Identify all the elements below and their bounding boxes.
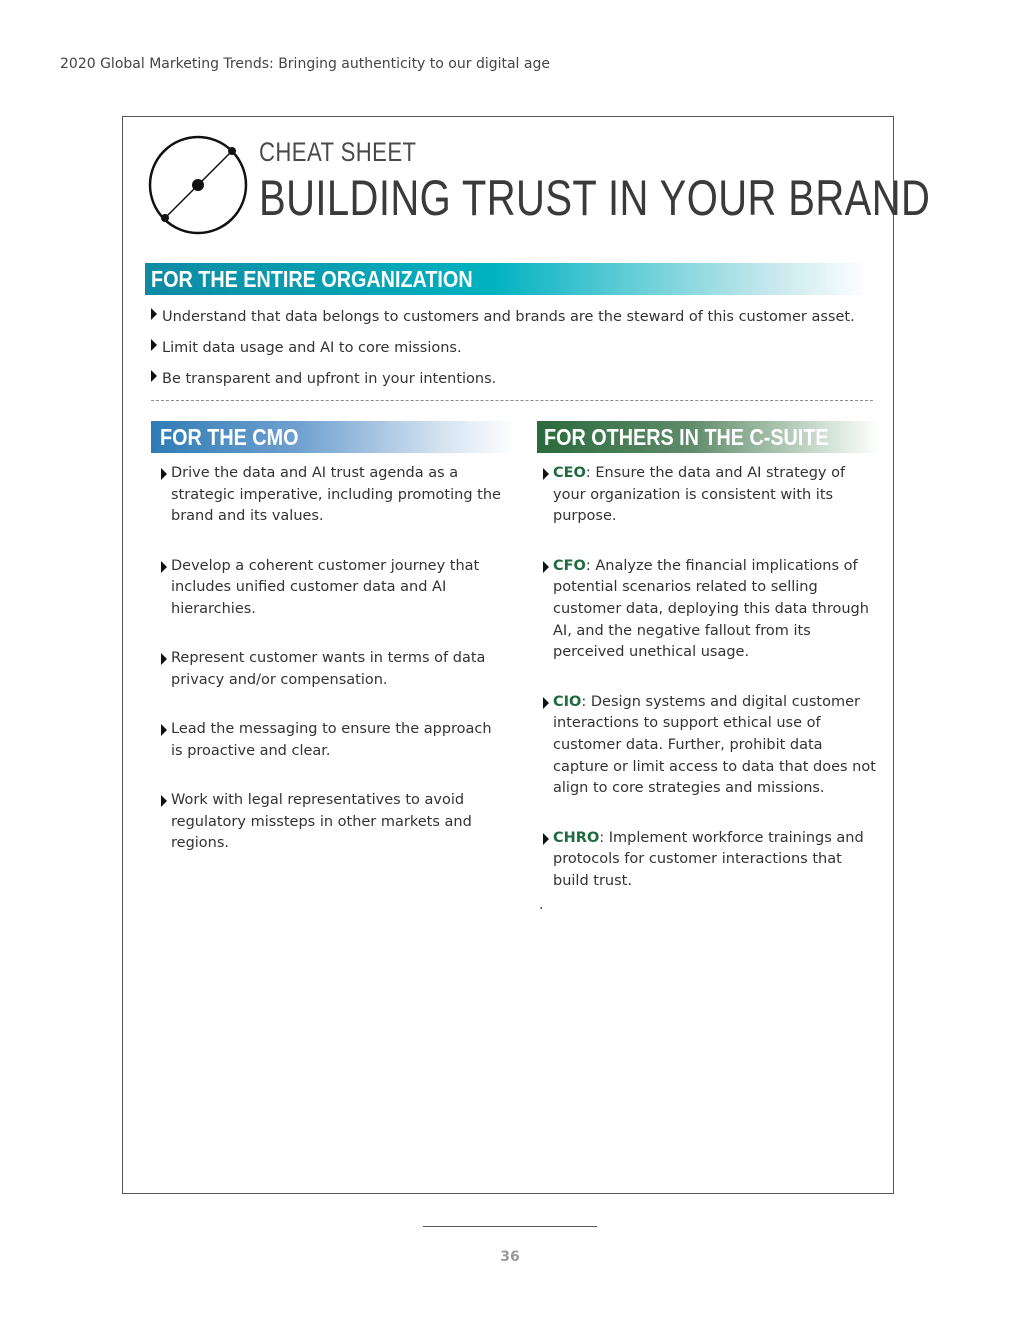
circle-diameter-icon (147, 135, 251, 239)
list-item: CHRO: Implement workforce trainings and protocols for customer interactions that build trust. (543, 828, 879, 893)
bullet-triangle-icon (151, 339, 157, 351)
cmo-heading: FOR THE CMO (151, 421, 515, 453)
bullet-triangle-icon (543, 468, 549, 480)
list-item: Represent customer wants in terms of data privacy and/or compensation. (161, 648, 501, 691)
csuite-heading: FOR OTHERS IN THE C-SUITE (537, 421, 879, 453)
role-label: CFO (553, 557, 586, 574)
role-label: CHRO (553, 829, 600, 846)
bullet-triangle-icon (151, 308, 157, 320)
page-number: 36 (500, 1249, 520, 1265)
csuite-list (543, 463, 879, 920)
bullet-triangle-icon (161, 724, 167, 736)
list-item: Limit data usage and AI to core missions. (151, 338, 855, 369)
bullet-triangle-icon (543, 561, 549, 573)
list-item: Lead the messaging to ensure the approach is proactive and clear. (161, 719, 501, 762)
cmo-list (161, 463, 501, 883)
bullet-triangle-icon (161, 795, 167, 807)
list-item: Be transparent and upfront in your intentions. (151, 369, 855, 400)
trailing-mark: . (539, 897, 544, 913)
section-divider (151, 400, 873, 401)
bullet-triangle-icon (151, 370, 157, 382)
organization-heading: FOR THE ENTIRE ORGANIZATION (145, 263, 869, 295)
list-item: CFO: Analyze the financial implications of potential scenarios related to selling customer data, deploying this data through AI, and the negative fallout from its perceived unethical usage. (543, 556, 879, 665)
page-title: BUILDING TRUST IN YOUR BRAND (259, 170, 931, 226)
bullet-triangle-icon (543, 833, 549, 845)
list-item: Drive the data and AI trust agenda as a strategic imperative, including promoting the brand and its values. (161, 463, 501, 528)
list-item: Work with legal representatives to avoid regulatory missteps in other markets and regions. (161, 790, 501, 855)
list-item: Understand that data belongs to customers and brands are the steward of this customer asset. (151, 307, 855, 338)
footer-rule (423, 1226, 597, 1227)
role-label: CIO (553, 693, 582, 710)
role-label: CEO (553, 465, 586, 481)
cheat-sheet-eyebrow: CHEAT SHEET (259, 137, 417, 167)
running-header: 2020 Global Marketing Trends: Bringing authenticity to our digital age (60, 56, 550, 72)
list-item: CIO: Design systems and digital customer interactions to support ethical use of customer data. Further, prohibit data capture or limit access to data that does not align to core strategies and missions. (543, 692, 879, 801)
cheat-sheet-panel (122, 116, 931, 1194)
organization-list (151, 307, 855, 400)
list-item: CEO: Ensure the data and AI strategy of your organization is consistent with its purpose. (543, 463, 879, 528)
list-item: Develop a coherent customer journey that includes unified customer data and AI hierarchies. (161, 556, 501, 621)
bullet-triangle-icon (161, 561, 167, 573)
bullet-triangle-icon (543, 697, 549, 709)
bullet-triangle-icon (161, 468, 167, 480)
bullet-triangle-icon (161, 653, 167, 665)
